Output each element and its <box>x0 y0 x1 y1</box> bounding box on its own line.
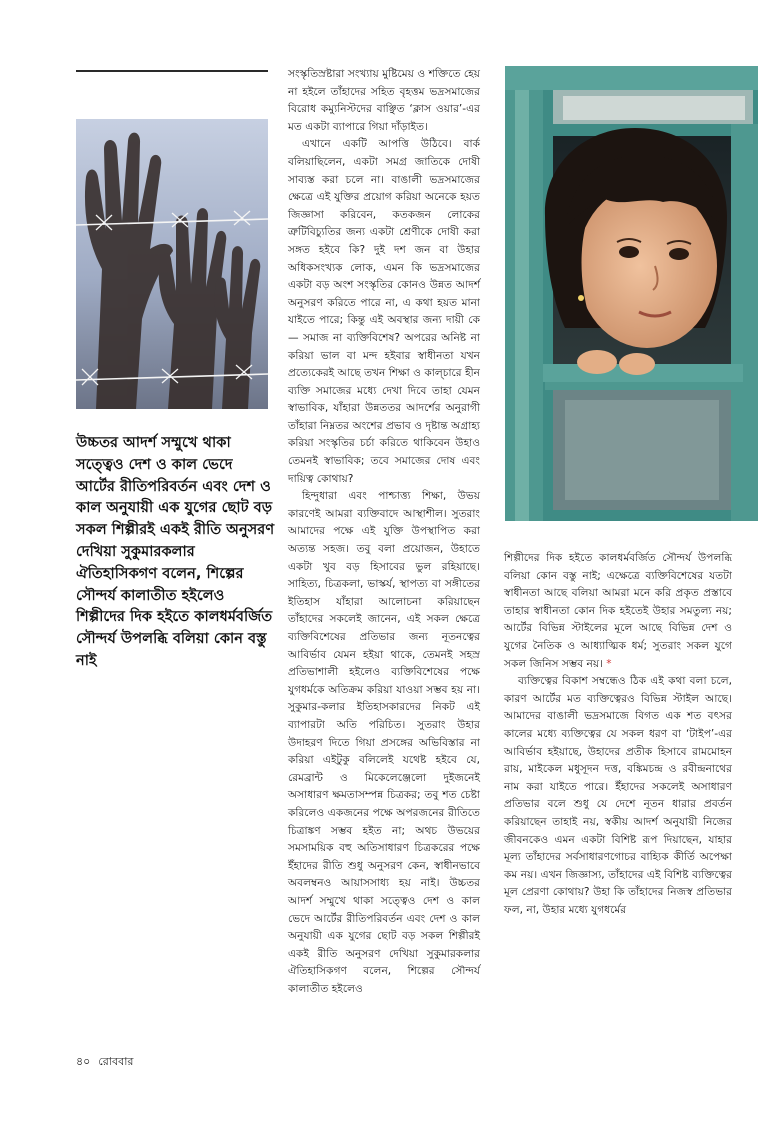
article-column-right <box>504 550 732 919</box>
page-number: ৪০ <box>76 1055 91 1068</box>
article-paragraph: সংস্কৃতিস্রষ্টারা সংখ্যায় মুষ্টিমেয় ও শক্তিতে হেয় না হইলে তাঁহাদের সহিত বৃহত্তম ভদ্রসমাজের বিরোধ কম্যুনিস্টদের বাঞ্ছিত ‘ক্লাস ওয়ার’-এর মত একটা ব্যাপারে গিয়া দাঁড়াইত। <box>288 68 480 133</box>
article-paragraph: এখানে একটি আপত্তি উঠিবে। বার্ক বলিয়াছিলেন, একটা সমগ্র জাতিকে দোষী সাব্যস্ত করা চলে না। বাঙালী ভদ্রসমাজের ক্ষেত্রে এই যুক্তির প্রয়োগ করিয়া অনেকে হয়ত জিজ্ঞাসা করিবেন, কতকজন লোকের ত্রুটিবিচ্যুতির জন্য একটা শ্রেণীকে দোষী করা সঙ্গত হইবে কি? দুই দশ জন বা উহার অধিকসংখ্যক লোক, এমন কি ভদ্রসমাজের একটা বড় অংশ সংস্কৃতির কোনও উন্নত আদর্শ অনুসরণ করিতে পারে না, এ কথা হয়ত মানা যাইতে পারে; কিন্তু এই অবস্থার জন্য দায়ী কে— সমাজ না ব্যক্তিবিশেষ? অপরের অনিষ্ট না করিয়া ভাল বা মন্দ হইবার স্বাধীনতা যখন প্রত্যেকেরই আছে তখন শিক্ষা ও কাল্চারে হীন ব্যক্তি সমাজের মধ্যে দেখা দিবে তাহা যেমন স্বাভাবিক, যাঁহারা উন্নততর আদর্শের অনুরাগী তাঁহারা নিম্নতর অংশের প্রভাব ও দৃষ্টান্ত অগ্রাহ্য করিয়া সংস্কৃতির চর্চা করিতে থাকিবেন উহাও তেমনই স্বাভাবিক; তবে সমাজের দোষ এবং দায়িত্ব কোথায়? <box>288 138 480 485</box>
magazine-name: রোববার <box>98 1055 134 1068</box>
hands-barbed-wire-photo <box>76 119 268 409</box>
article-paragraph <box>504 550 732 673</box>
article-paragraph: ব্যক্তিত্বের বিকাশ সম্বন্ধেও ঠিক এই কথা বলা চলে, কারণ আর্টের মত ব্যক্তিত্বেরও বিভিন্ন স্টাইল আছে। আমাদের বাঙালী ভদ্রসমাজে বিগত এক শত বৎসর কালের মধ্যে ব্যক্তিত্বের যে সকল ধরণ বা ‘টাইপ’-এর আবির্ভাব হইয়াছে, উহাদের প্রতীক হিসাবে রামমোহন রায়, মাইকেল মধুসূদন দত্ত, বঙ্কিমচন্দ্র ও রবীন্দ্রনাথের নাম করা যাইতে পারে। ইঁহাদের সকলেই অসাধারণ প্রতিভার বলে শুধু যে দেশে নূতন ধারার প্রবর্তন করিয়াছেন তাহাই নয়, স্বকীয় আদর্শ অনুযায়ী নিজের জীবনকেও এমন একটা বিশিষ্ট রূপ দিয়াছেন, যাহার মূল্য তাঁহাদের সর্বসাধারণগোচর বাহ্যিক কীর্তি অপেক্ষা কম নয়। এখন জিজ্ঞাস্য, তাঁহাদের এই বিশিষ্ট ব্যক্তিত্বের মূল প্রেরণা কোথায়? উহা কি তাঁহাদের নিজস্ব প্রতিভার ফল, না, উহার মধ্যে যুগধর্মের <box>504 675 732 916</box>
girl-illustration <box>505 66 758 521</box>
girl-at-window-photo <box>505 66 758 521</box>
end-mark-icon: * <box>606 657 612 670</box>
paragraph-text: শিল্পীদের দিক হইতে কালধর্মবর্জিত সৌন্দর্য উপলব্ধি বলিয়া কোন বস্তু নাই; এক্ষেত্রে ব্যক্তিবিশেষের যতটা স্বাধীনতা আছে বলিয়া আমরা মনে করি প্রকৃত প্রস্তাবে তাহার স্বাধীনতা কোন দিক হইতেই উহার সমতুল্য নয়; আর্টের বিভিন্ন স্টাইলের মূলে আছে বিভিন্ন দেশ ও যুগের নৈতিক ও আধ্যাত্মিক ধর্ম; সুতরাং সকল যুগে সকল জিনিস সম্ভব নয়। <box>504 552 732 670</box>
article-column-middle <box>288 66 480 998</box>
article-paragraph: হিন্দুধারা এবং পাশ্চাত্ত্য শিক্ষা, উভয় কারণেই আমরা ব্যক্তিবাদে আস্থাশীল। সুতরাং আমাদের পক্ষে এই যুক্তি উপস্থাপিত করা অত্যন্ত সহজ। তবু বলা প্রয়োজন, উহাতে একটা খুব বড় হিসাবের ভুল রহিয়াছে। সাহিত্য, চিত্রকলা, ভাস্কর্য, স্থাপত্য বা সঙ্গীতের ইতিহাস যাঁহারা আলোচনা করিয়াছেন তাঁহাদের সকলেই জানেন, এই সকল ক্ষেত্রে ব্যক্তিবিশেষের প্রতিভার জন্য নূতনত্বের আবির্ভাব যেমন হইয়া থাকে, তেমনই সহস্র প্রতিভাশালী হইলেও ব্যক্তিবিশেষের পক্ষে যুগধর্মকে অতিক্রম করিয়া যাওয়া সম্ভব হয় না। সুকুমার-কলার ইতিহাসকারদের নিকট এই ব্যাপারটা অতি পরিচিত। সুতরাং উহার উদাহরণ দিতে গিয়া প্রসঙ্গের অভিবিস্তার না করিয়া এইটুকু বলিলেই যথেষ্ট হইবে যে, রেমব্রান্ট ও মিকেলেঞ্জেলো দুইজনেই অসাধারণ ক্ষমতাসম্পন্ন চিত্রকর; তবু শত চেষ্টা করিলেও একজনের পক্ষে অপরজনের রীতিতে চিত্রাঙ্কণ সম্ভব হইত না; অথচ উভয়ের সমসাময়িক বহু অতিসাধারণ চিত্রকরের পক্ষে ইঁহাদের রীতি শুধু অনুসরণ কেন, স্বাধীনভাবে অবলম্বনও আয়াসসাধ্য হয় নাই। উচ্চতর আদর্শ সম্মুখে থাকা সত্ত্বেও দেশ ও কাল ভেদে আর্টের রীতিপরিবর্তন এবং দেশ ও কাল অনুযায়ী এক যুগের ছোট বড় সকল শিল্পীরই একই রীতি অনুসরণ দেখিয়া সুকুমারকলার ঐতিহাসিকগণ বলেন, শিল্পের সৌন্দর্য কালাতীত হইলেও <box>288 490 480 995</box>
hands-illustration <box>76 119 268 409</box>
top-rule <box>76 70 268 72</box>
page-folio <box>76 1053 134 1072</box>
pull-quote: উচ্চতর আদর্শ সম্মুখে থাকা সত্ত্বেও দেশ ও কাল ভেদে আর্টের রীতিপরিবর্তন এবং দেশ ও কাল অনুযায়ী এক যুগের ছোট বড় সকল শিল্পীরই একই রীতি অনুসরণ দেখিয়া সুকুমারকলার ঐতিহাসিকগণ বলেন, শিল্পের সৌন্দর্য কালাতীত হইলেও শিল্পীদের দিক হইতে কালধর্মবর্জিত সৌন্দর্য উপলব্ধি বলিয়া কোন বস্তু নাই <box>76 434 275 669</box>
